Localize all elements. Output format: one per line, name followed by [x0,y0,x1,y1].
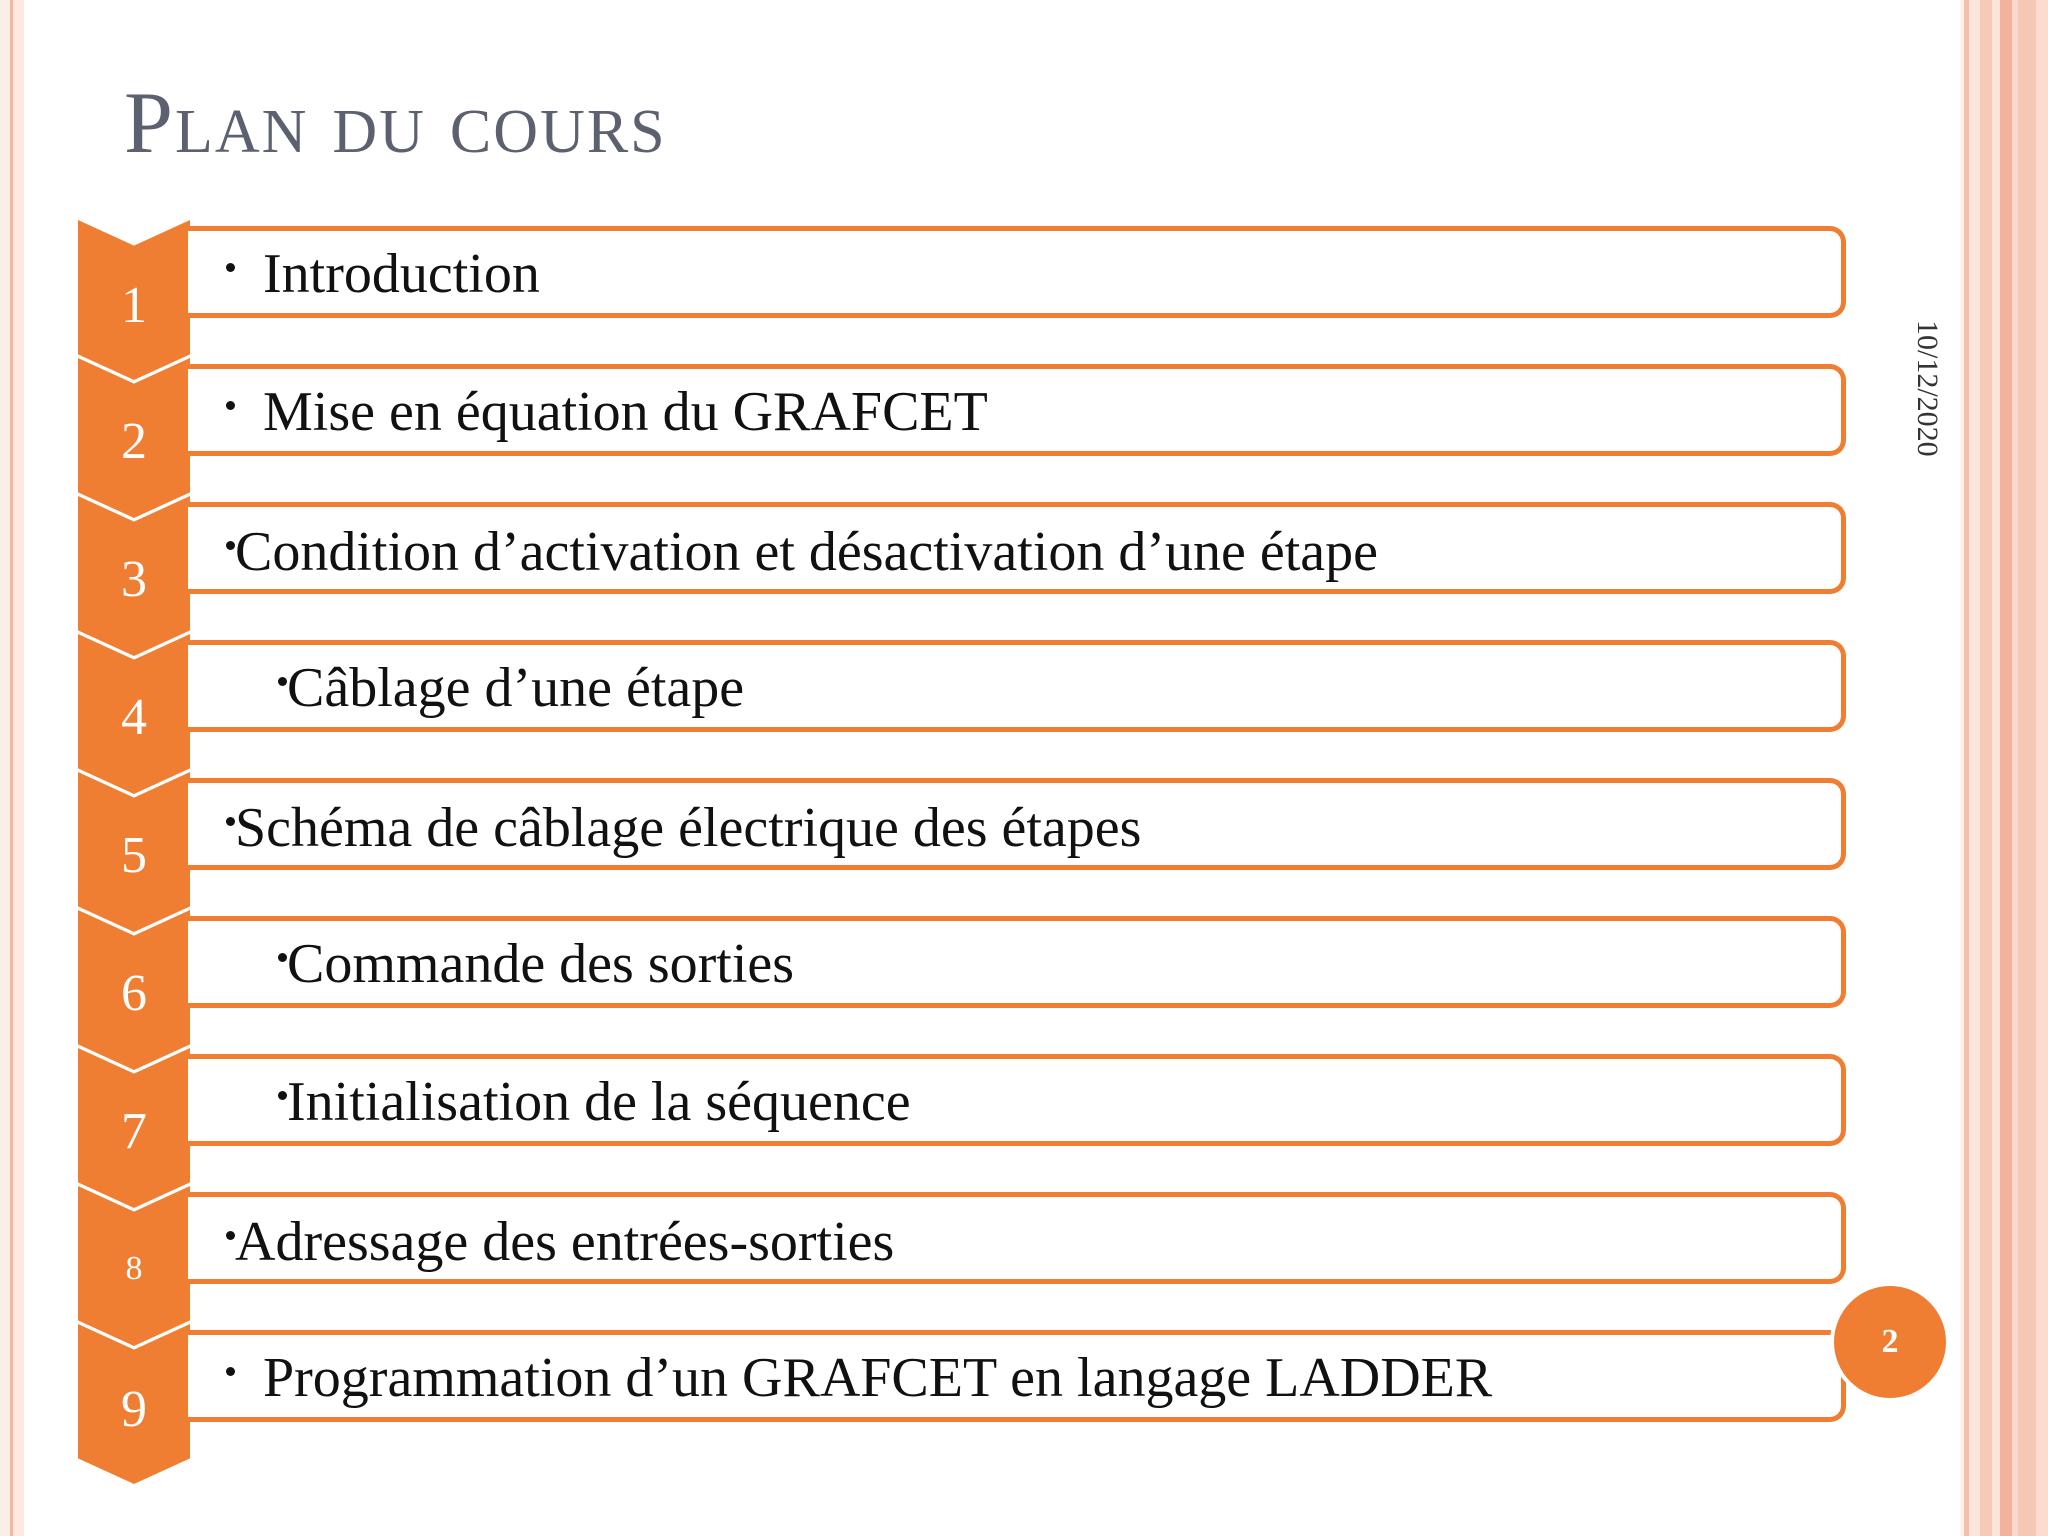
agenda-item-text [278,657,745,719]
agenda-item-text [226,1211,895,1273]
bullet-icon [278,1091,287,1100]
bullet-icon [226,541,235,550]
slide-date: 10/12/2020 [1911,320,1944,457]
bullet-icon [226,263,235,272]
agenda-item-label: Programmation d’un GRAFCET en langage LADDER [263,1347,1493,1409]
item-number: 6 [121,965,147,1022]
item-number: 3 [121,551,147,608]
agenda-item-label: Commande des sorties [287,933,795,995]
agenda-item-text [226,381,988,443]
agenda-item-text [226,797,1142,859]
bullet-icon [278,953,287,962]
agenda-item-label: Initialisation de la séquence [287,1071,911,1133]
agenda-item-label: Adressage des entrées-sorties [235,1211,895,1273]
item-number: 1 [121,277,147,334]
agenda-item-label: Schéma de câblage électrique des étapes [235,797,1142,859]
bullet-icon [226,1367,235,1376]
item-number: 8 [125,1250,143,1287]
agenda-item-text [278,933,795,995]
item-number: 4 [121,689,147,746]
item-number: 7 [121,1103,147,1160]
item-number: 5 [121,827,147,884]
agenda-item-text [226,1347,1493,1409]
agenda-item-label: Câblage d’une étape [287,657,745,719]
item-number: 2 [121,413,147,470]
agenda-item-text [226,243,540,305]
agenda-item-label: Condition d’activation et désactivation d’une étape [235,521,1378,583]
bullet-icon [226,401,235,410]
agenda-item-text [226,521,1378,583]
agenda-item-label: Introduction [263,243,540,305]
item-number: 9 [121,1381,147,1438]
bullet-icon [226,817,235,826]
page-number-badge: 2 [1830,1282,1950,1402]
bullet-icon [278,677,287,686]
right-decorative-border [1960,0,2048,1536]
agenda-item-text [278,1071,911,1133]
slide-title: Plan du cours [124,75,667,172]
agenda-item-label: Mise en équation du GRAFCET [263,381,988,443]
bullet-icon [226,1231,235,1240]
